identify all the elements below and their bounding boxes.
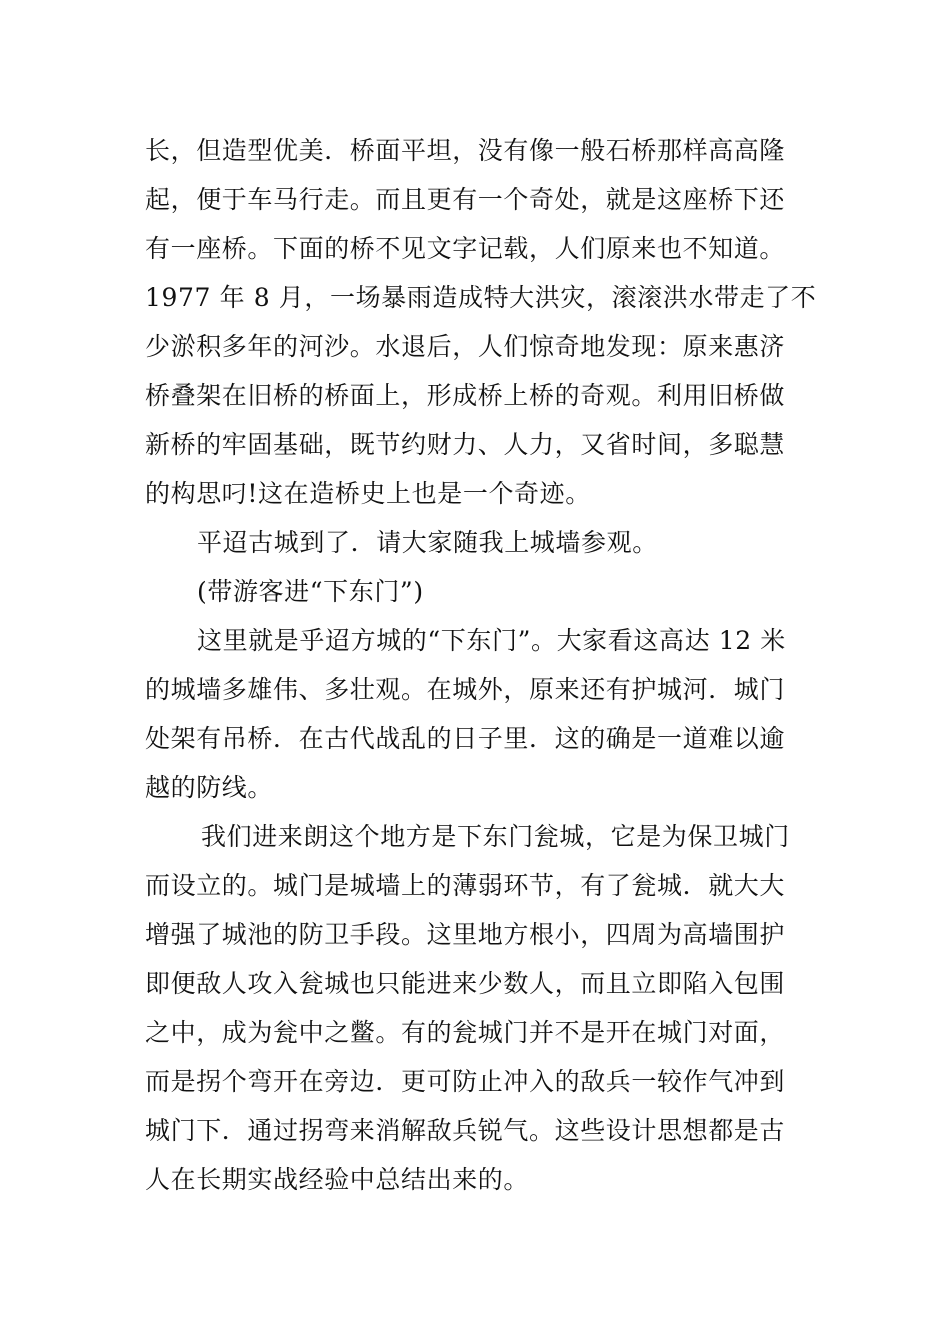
- text-line: 少淤积多年的河沙。水退后，人们惊奇地发现：原来惠济: [145, 332, 786, 361]
- body-text: [145, 126, 845, 1204]
- paragraph-start-line: 平迢古城到了．请大家随我上城墙参观。: [197, 528, 658, 557]
- text-line: 城门下．通过拐弯来消解敌兵锐气。这些设计思想都是古: [145, 1116, 786, 1145]
- text-line: 而设立的。城门是城墙上的薄弱环节，有了瓮城．就大大: [145, 871, 786, 900]
- text-line: 起，便于车马行走。而且更有一个奇处，就是这座桥下还: [145, 185, 786, 214]
- text-line: 处架有吊桥．在古代战乱的日子里．这的确是一道难以逾: [145, 724, 786, 753]
- stage-direction-line: (带游客进“下东门”): [197, 577, 424, 606]
- text-line: 有一座桥。下面的桥不见文字记载，人们原来也不知道。: [145, 234, 786, 263]
- text-line: 的构思叼!这在造桥史上也是一个奇迹。: [145, 479, 591, 508]
- text-line: 之中，成为瓮中之鳖。有的瓮城门并不是开在城门对面，: [145, 1018, 786, 1047]
- text-line: 越的防线。: [145, 773, 274, 802]
- text-line: 人在长期实战经验中总结出来的。: [145, 1165, 530, 1194]
- text-line: 增强了城池的防卫手段。这里地方根小，四周为高墙围护: [145, 920, 786, 949]
- paragraph-start-line: 我们进来朗这个地方是下东门瓮城，它是为保卫城门: [201, 822, 790, 851]
- text-line: 而是拐个弯开在旁边．更可防止冲入的敌兵一较作气冲到: [145, 1067, 786, 1096]
- text-line: 的城墙多雄伟、多壮观。在城外，原来还有护城河．城门: [145, 675, 786, 704]
- text-line: 即便敌人攻入瓮城也只能进来少数人，而且立即陷入包围: [145, 969, 786, 998]
- text-line: 长，但造型优美．桥面平坦，没有像一般石桥那样高高隆: [145, 136, 786, 165]
- text-line: 新桥的牢固基础，既节约财力、人力，又省时间，多聪慧: [145, 430, 786, 459]
- text-line: 1977 年 8 月，一场暴雨造成特大洪灾，滚滚洪水带走了不: [145, 283, 817, 312]
- text-line: 桥叠架在旧桥的桥面上，形成桥上桥的奇观。利用旧桥做: [145, 381, 786, 410]
- paragraph-start-line: 这里就是乎迢方城的“下东门”。大家看这高达 12 米: [197, 626, 786, 655]
